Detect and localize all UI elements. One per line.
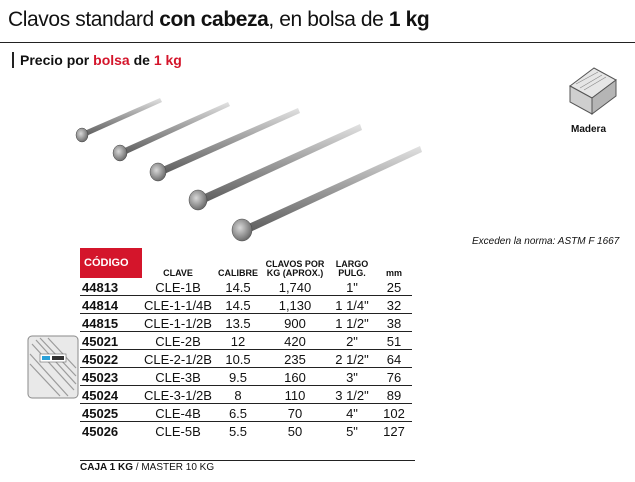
cell-clavos-por-kg: 235 [262,350,328,368]
cell-codigo: 45021 [80,332,142,350]
price-text: Precio por [20,52,94,68]
cell-calibre: 5.5 [228,423,248,439]
cell-pulg: 3" [328,368,376,386]
cell-mm: 64 [376,350,412,368]
cell-clavos-por-kg: 900 [262,314,328,332]
cell-clavos-por-kg: 50 [287,423,303,439]
title-part-bold: 1 kg [388,8,430,31]
cell-clave: CLE-2-1/2B [142,350,214,368]
material-label: Madera [571,124,607,135]
title-part-bold: con cabeza [159,8,269,31]
cell-mm: 127 [383,423,405,439]
cell-mm: 32 [376,296,412,314]
table-row [80,350,412,368]
title-part: , en bolsa de [268,8,389,31]
nail-3 [150,108,300,181]
cell-clavos-por-kg: 420 [262,332,328,350]
cell-calibre: 14.5 [214,278,262,296]
packaging-note [80,462,214,473]
cell-mm: 51 [376,332,412,350]
cell-clavos-por-kg: 70 [262,404,328,422]
table-header-row [80,248,412,278]
table-row [80,278,412,296]
table-row [80,386,412,404]
caja-label: CAJA 1 KG [80,462,133,473]
header-pulg: PULG. [338,268,366,278]
cell-calibre: 6.5 [214,404,262,422]
cell-clavos-por-kg: 110 [262,386,328,404]
wood-icon [566,62,618,118]
cell-pulg: 1" [328,278,376,296]
specs-table [80,248,412,439]
cell-mm: 89 [376,386,412,404]
cell-pulg: 1 1/2" [328,314,376,332]
cell-pulg: 1 1/4" [328,296,376,314]
cell-pulg: 2 1/2" [328,350,376,368]
cell-codigo: 45023 [80,368,142,386]
cell-clavos-por-kg: 1,130 [262,296,328,314]
header-kg-line2: KG (APROX.) [266,268,324,278]
title-part: Clavos standard [8,8,160,31]
cell-pulg: 2" [328,332,376,350]
header-largo: LARGO [335,259,369,269]
header-clave: CLAVE [163,268,193,278]
header-clavos-por-kg [262,248,328,278]
table-row [80,296,412,314]
cell-codigo: 45026 [82,423,119,439]
cell-pulg: 4" [328,404,376,422]
cell-clave: CLE-2B [142,332,214,350]
header-codigo: CÓDIGO [80,248,142,278]
cell-calibre: 14.5 [214,296,262,314]
price-text: de [129,52,154,68]
cell-clave: CLE-4B [142,404,214,422]
master-label: / MASTER 10 KG [132,462,215,473]
cell-codigo: 45025 [80,404,142,422]
cell-clavos-por-kg: 1,740 [262,278,328,296]
nail-5 [232,146,422,241]
package-image [26,330,80,404]
cell-pulg: 3 1/2" [328,386,376,404]
cell-codigo: 44814 [80,296,142,314]
cell-mm: 38 [376,314,412,332]
page-title [8,8,429,32]
header-mm: mm [385,268,402,278]
standard-note: Exceden la norma: ASTM F 1667 [472,236,620,247]
nails-image [60,80,430,250]
price-highlight: 1 kg [153,52,182,68]
table-row [80,332,412,350]
cell-mm: 102 [376,404,412,422]
cell-calibre: 8 [214,386,262,404]
cell-clave: CLE-1B [142,278,214,296]
cell-clave: CLE-1-1/4B [142,296,214,314]
cell-clave: CLE-5B [155,423,201,439]
cell-mm: 25 [376,278,412,296]
table-row [80,422,412,440]
cell-codigo: 44815 [80,314,142,332]
table-row [80,314,412,332]
header-calibre: CALIBRE [218,268,258,278]
cell-codigo: 45024 [80,386,142,404]
cell-clave: CLE-3B [142,368,214,386]
cell-pulg: 5" [346,423,358,439]
nail-4 [189,124,362,210]
header-largo-pulg [328,248,376,278]
cell-mm: 76 [376,368,412,386]
cell-codigo: 45022 [80,350,142,368]
cell-clavos-por-kg: 160 [262,368,328,386]
title-divider [0,42,635,43]
cell-calibre: 13.5 [214,314,262,332]
cell-calibre: 12 [214,332,262,350]
table-row [80,404,412,422]
table-footer-divider [80,460,415,461]
header-kg-line1: CLAVOS POR [265,259,325,269]
price-highlight: bolsa [93,52,130,68]
cell-codigo: 44813 [80,278,142,296]
cell-calibre: 9.5 [214,368,262,386]
cell-calibre: 10.5 [214,350,262,368]
nail-1 [76,98,162,142]
table-row [80,368,412,386]
cell-clave: CLE-1-1/2B [142,314,214,332]
cell-clave: CLE-3-1/2B [142,386,214,404]
price-subtitle [12,52,182,68]
